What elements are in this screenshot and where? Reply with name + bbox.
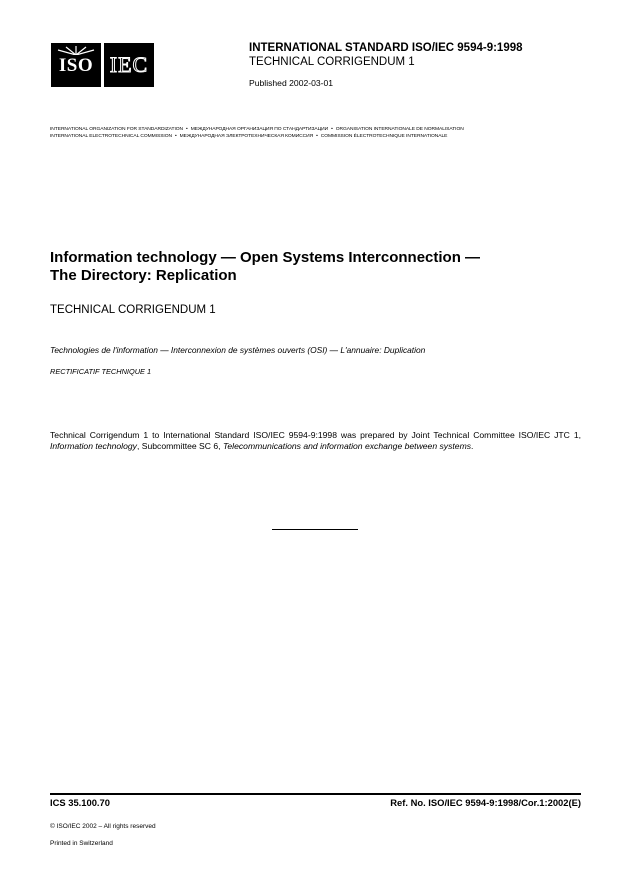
iso-logo-rays-icon — [51, 45, 101, 55]
org-iec-ru: МЕЖДУНАРОДНАЯ ЭЛЕКТРОТЕХНИЧЕСКАЯ КОМИССИЯ — [179, 134, 314, 139]
body-text-italic: Information technology — [50, 441, 137, 451]
org-separator: • — [174, 134, 177, 139]
org-iso-en: INTERNATIONAL ORGANIZATION FOR STANDARDIZATION — [50, 127, 184, 132]
org-iso-ru: МЕЖДУНАРОДНАЯ ОРГАНИЗАЦИЯ ПО СТАНДАРТИЗАЦИИ — [190, 127, 329, 132]
standard-title: INTERNATIONAL STANDARD ISO/IEC 9594-9:1998 — [249, 42, 523, 54]
document-title-line-1: Information technology — Open Systems Interconnection — — [50, 249, 481, 266]
iec-logo-text: IEC — [109, 52, 149, 77]
published-date: Published 2002-03-01 — [249, 78, 334, 88]
printed-location: Printed in Switzerland — [50, 840, 113, 847]
end-divider — [272, 529, 358, 530]
corrigendum-label-en: TECHNICAL CORRIGENDUM 1 — [50, 304, 216, 316]
body-text-italic: Telecommunications and information exchange between systems — [222, 441, 472, 451]
organizations-line-1 — [50, 127, 580, 132]
document-title-line-2: The Directory: Replication — [50, 267, 237, 284]
body-text-part: . — [471, 441, 474, 451]
document-title-fr: Technologies de l'information — Interconnexion de systèmes ouverts (OSI) — L'annuaire: Duplication — [50, 345, 426, 355]
body-text-part: Technical Corrigendum 1 to International Standard ISO/IEC 9594-9:1998 was prepared by Joint Technical Committee ISO/IEC JTC 1, — [50, 430, 581, 440]
iso-logo-text: ISO — [58, 55, 94, 76]
org-iec-en: INTERNATIONAL ELECTROTECHNICAL COMMISSION — [50, 134, 172, 139]
corrigendum-label-fr: RECTIFICATIF TECHNIQUE 1 — [50, 367, 152, 376]
org-iso-fr: ORGANISATION INTERNATIONALE DE NORMALISATION — [335, 127, 464, 132]
iec-logo — [104, 43, 154, 87]
copyright-notice: © ISO/IEC 2002 – All rights reserved — [50, 823, 156, 830]
org-separator: • — [331, 127, 333, 132]
reference-number: Ref. No. ISO/IEC 9594-9:1998/Cor.1:2002(E) — [390, 797, 581, 808]
iso-logo — [51, 43, 101, 87]
org-separator: • — [186, 127, 188, 132]
standard-subtitle: TECHNICAL CORRIGENDUM 1 — [249, 56, 415, 68]
ics-code: ICS 35.100.70 — [50, 797, 110, 808]
org-separator: • — [316, 134, 318, 139]
body-paragraph — [50, 430, 581, 452]
organizations-line-2 — [50, 134, 580, 139]
body-text-part: , Subcommittee SC 6, — [136, 441, 223, 451]
org-iec-fr: COMMISSION ÉLECTROTECHNIQUE INTERNATIONALE — [320, 134, 448, 139]
footer-rule — [50, 793, 581, 795]
document-title — [50, 249, 580, 285]
